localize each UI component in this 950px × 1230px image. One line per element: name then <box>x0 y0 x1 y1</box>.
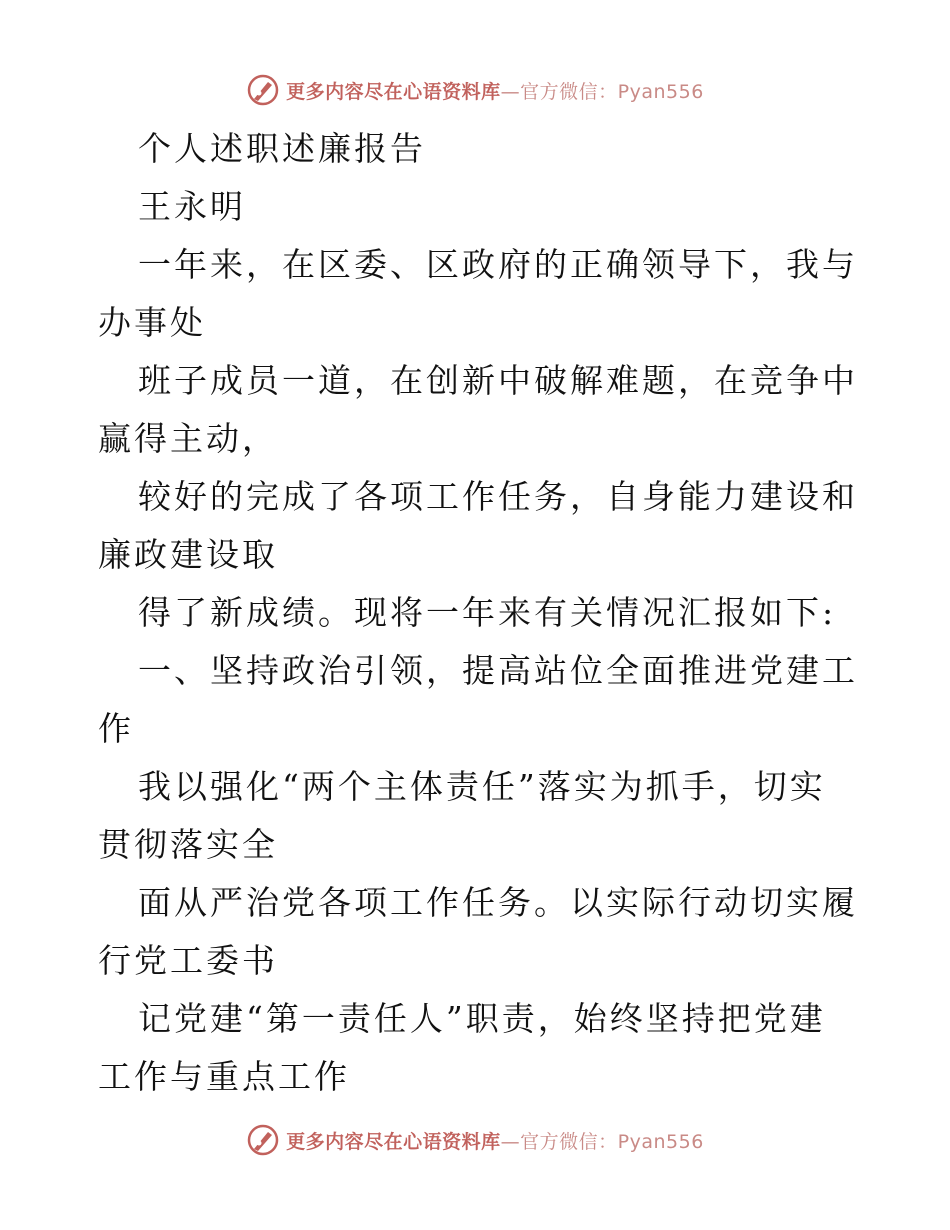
paragraph: 一年来，在区委、区政府的正确领导下，我与办事处 <box>98 245 858 342</box>
document-title: 个人述职述廉报告 <box>138 129 426 168</box>
watermark-text: 更多内容尽在心语资料库—官方微信：Pyan556 <box>286 1130 704 1153</box>
paragraph: 班子成员一道，在创新中破解难题，在竞争中赢得主动， <box>98 361 858 458</box>
paragraph: 得了新成绩。现将一年来有关情况汇报如下: <box>138 593 837 632</box>
footer-watermark <box>0 1120 950 1160</box>
paragraph: 记党建“第一责任人”职责，始终坚持把党建工作与重点工作 <box>98 999 826 1096</box>
paragraph: 我以强化“两个主体责任”落实为抓手，切实贯彻落实全 <box>98 767 826 864</box>
pen-logo-icon <box>246 73 280 107</box>
section-heading: 一、坚持政治引领，提高站位全面推进党建工作 <box>98 651 858 748</box>
document-body <box>98 120 858 1106</box>
paragraph: 面从严治党各项工作任务。以实际行动切实履行党工委书 <box>98 883 858 980</box>
pen-logo-icon <box>246 1123 280 1157</box>
watermark-text: 更多内容尽在心语资料库—官方微信：Pyan556 <box>286 80 704 103</box>
document-author: 王永明 <box>138 187 246 226</box>
header-watermark <box>0 70 950 110</box>
paragraph: 较好的完成了各项工作任务，自身能力建设和廉政建设取 <box>98 477 858 574</box>
